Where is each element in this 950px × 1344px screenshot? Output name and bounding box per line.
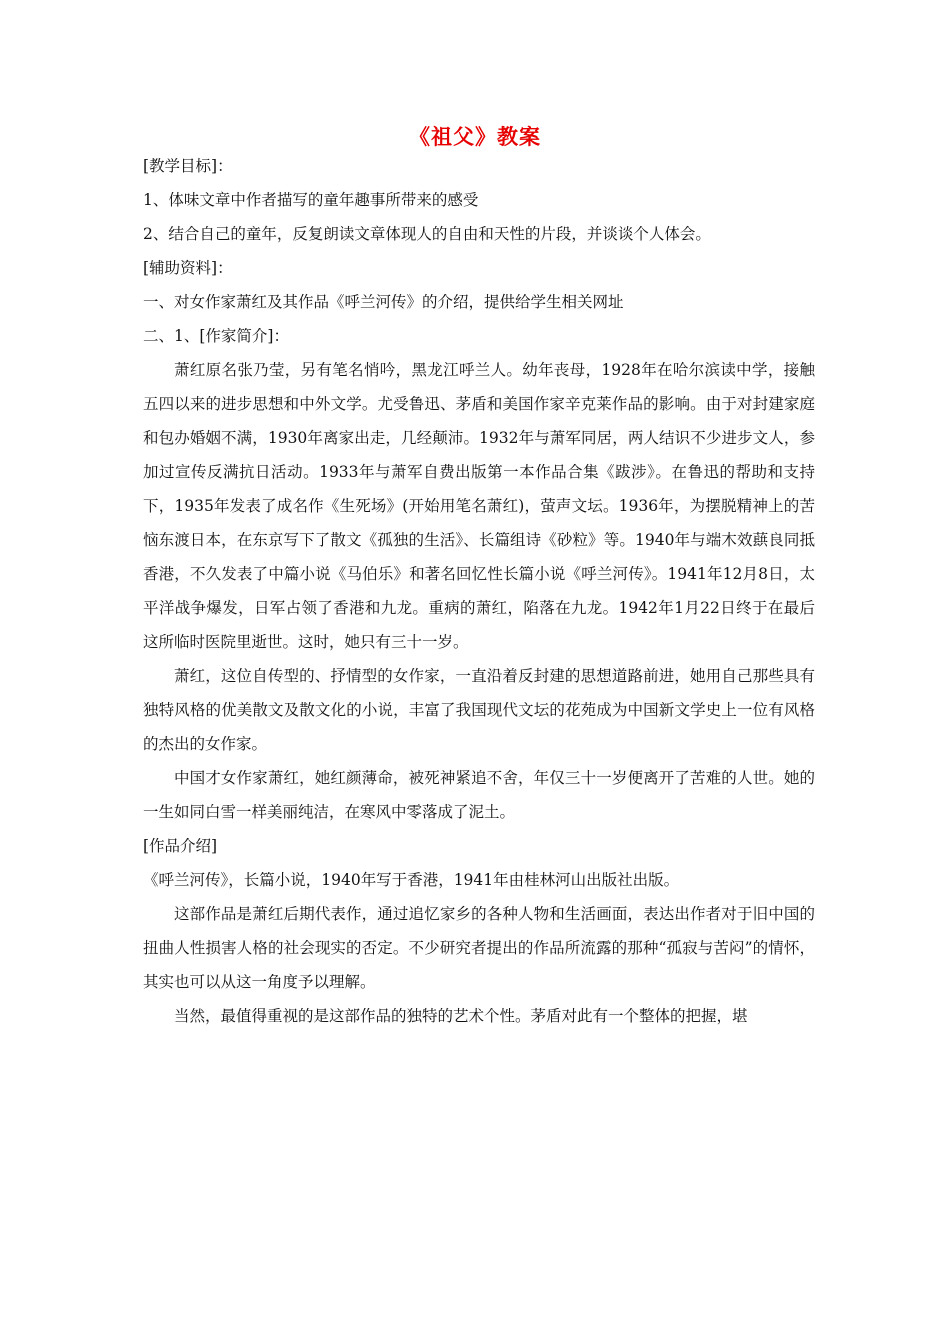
- art-note-paragraph: 当然，最值得重视的是这部作品的独特的艺术个性。茅盾对此有一个整体的把握，堪: [174, 1007, 748, 1025]
- author-biography-paragraph: 萧红原名张乃莹，另有笔名悄吟，黑龙江呼兰人。幼年丧母，1928年在哈尔滨读中学，接触五四以来的进步思想和中外文学。尤受鲁迅、茅盾和美国作家辛克莱作品的影响。由于对封建家庭和包办婚姻不满，1930年离家出走，几经颠沛。1932年与萧军同居，两人结识不少进步文人，参加过宣传反满抗日活动。1933年与萧军自费出版第一本作品合集《跋涉》。在鲁迅的帮助和支持下，1935年发表了成名作《生死场》(开始用笔名萧红)，萤声文坛。1936年，为摆脱精神上的苦恼东渡日本，在东京写下了散文《孤独的生活》、长篇组诗《砂粒》等。1940年与端木效蕻良同抵香港，不久发表了中篇小说《马伯乐》和著名回忆性长篇小说《呼兰河传》。1941年12月8日，太平洋战争爆发，日军占领了香港和九龙。重病的萧红，陷落在九龙。1942年1月22日终于在最后这所临时医院里逝世。这时，她只有三十一岁。: [143, 361, 815, 651]
- document-body: [143, 149, 815, 1033]
- author-tribute-paragraph: 中国才女作家萧红，她红颜薄命，被死神紧追不舍，年仅三十一岁便离开了苦难的人世。她的一生如同白雪一样美丽纯洁，在寒风中零落成了泥土。: [143, 769, 815, 821]
- work-summary-line: 《呼兰河传》，长篇小说，1940年写于香港，1941年由桂林河山出版社出版。: [143, 871, 680, 889]
- material-item-1: 一、对女作家萧红及其作品《呼兰河传》的介绍，提供给学生相关网址: [143, 293, 624, 311]
- author-intro-heading: 二、1、[作家简介]：: [143, 327, 289, 345]
- objective-item-1: 1、体味文章中作者描写的童年趣事所带来的感受: [143, 191, 479, 209]
- work-analysis-paragraph: 这部作品是萧红后期代表作，通过追忆家乡的各种人物和生活画面，表达出作者对于旧中国的扭曲人性损害人格的社会现实的否定。不少研究者提出的作品所流露的那种“孤寂与苦闷”的情怀，其实也可以从这一角度予以理解。: [143, 905, 815, 991]
- document-title: 《祖父》教案: [409, 124, 541, 149]
- author-evaluation-paragraph: 萧红，这位自传型的、抒情型的女作家，一直沿着反封建的思想道路前进，她用自己那些具有独特风格的优美散文及散文化的小说，丰富了我国现代文坛的花苑成为中国新文学史上一位有风格的杰出的女作家。: [143, 667, 815, 753]
- objective-item-2: 2、结合自己的童年，反复朗读文章体现人的自由和天性的片段，并谈谈个人体会。: [143, 225, 711, 243]
- objectives-heading: [教学目标]：: [143, 157, 233, 175]
- works-intro-heading: [作品介绍]: [143, 837, 218, 855]
- materials-heading: [辅助资料]：: [143, 259, 233, 277]
